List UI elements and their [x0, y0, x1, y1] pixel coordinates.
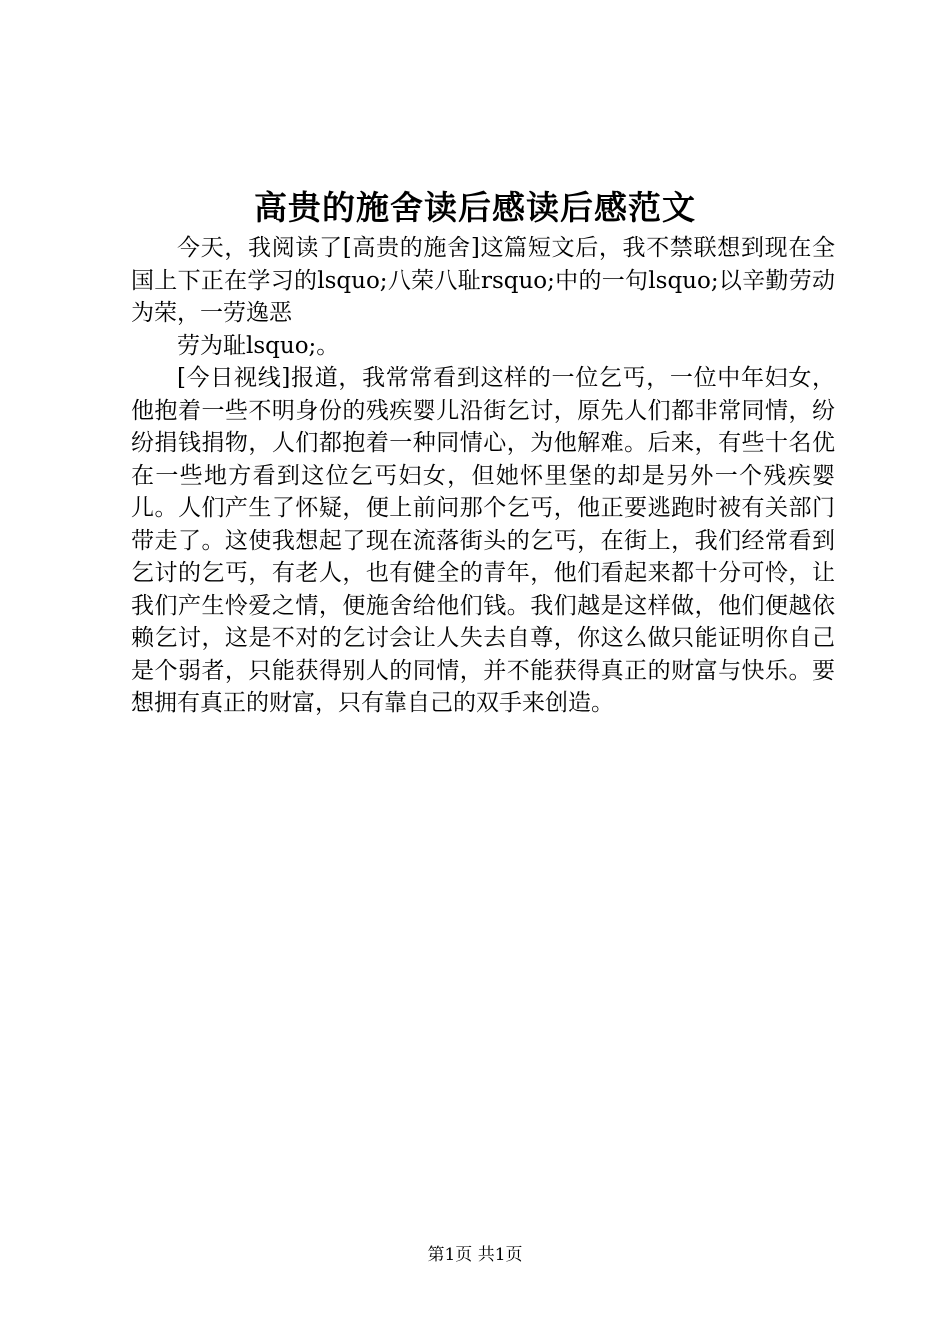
page-footer: 第1页 共1页	[427, 1245, 523, 1265]
paragraph: 劳为耻lsquo;。	[177, 332, 340, 359]
paragraph: 今天，我阅读了[高贵的施舍]这篇短文后，我不禁联想到现在全国上下正在学习的lsquo;八荣八耻rsquo;中的一句lsquo;以辛勤劳动为荣，一劳逸恶	[131, 235, 835, 326]
paragraph: [今日视线]报道，我常常看到这样的一位乞丐，一位中年妇女，他抱着一些不明身份的残疾婴儿沿街乞讨，原先人们都非常同情，纷纷捐钱捐物，人们都抱着一种同情心，为他解难。后来，有些十名优在一些地方看到这位乞丐妇女，但她怀里堡的却是另外一个残疾婴儿。人们产生了怀疑，便上前问那个乞丐，他正要逃跑时被有关部门带走了。这使我想起了现在流落街头的乞丐，在街上，我们经常看到乞讨的乞丐，有老人，也有健全的青年，他们看起来都十分可怜，让我们产生怜爱之情，便施舍给他们钱。我们越是这样做，他们便越依赖乞讨，这是不对的乞讨会让人失去自尊，你这么做只能证明你自己是个弱者，只能获得别人的同情，并不能获得真正的财富与快乐。要想拥有真正的财富，只有靠自己的双手来创造。	[131, 365, 835, 716]
document-body	[131, 232, 835, 720]
document-title: 高贵的施舍读后感读后感范文	[254, 188, 696, 227]
